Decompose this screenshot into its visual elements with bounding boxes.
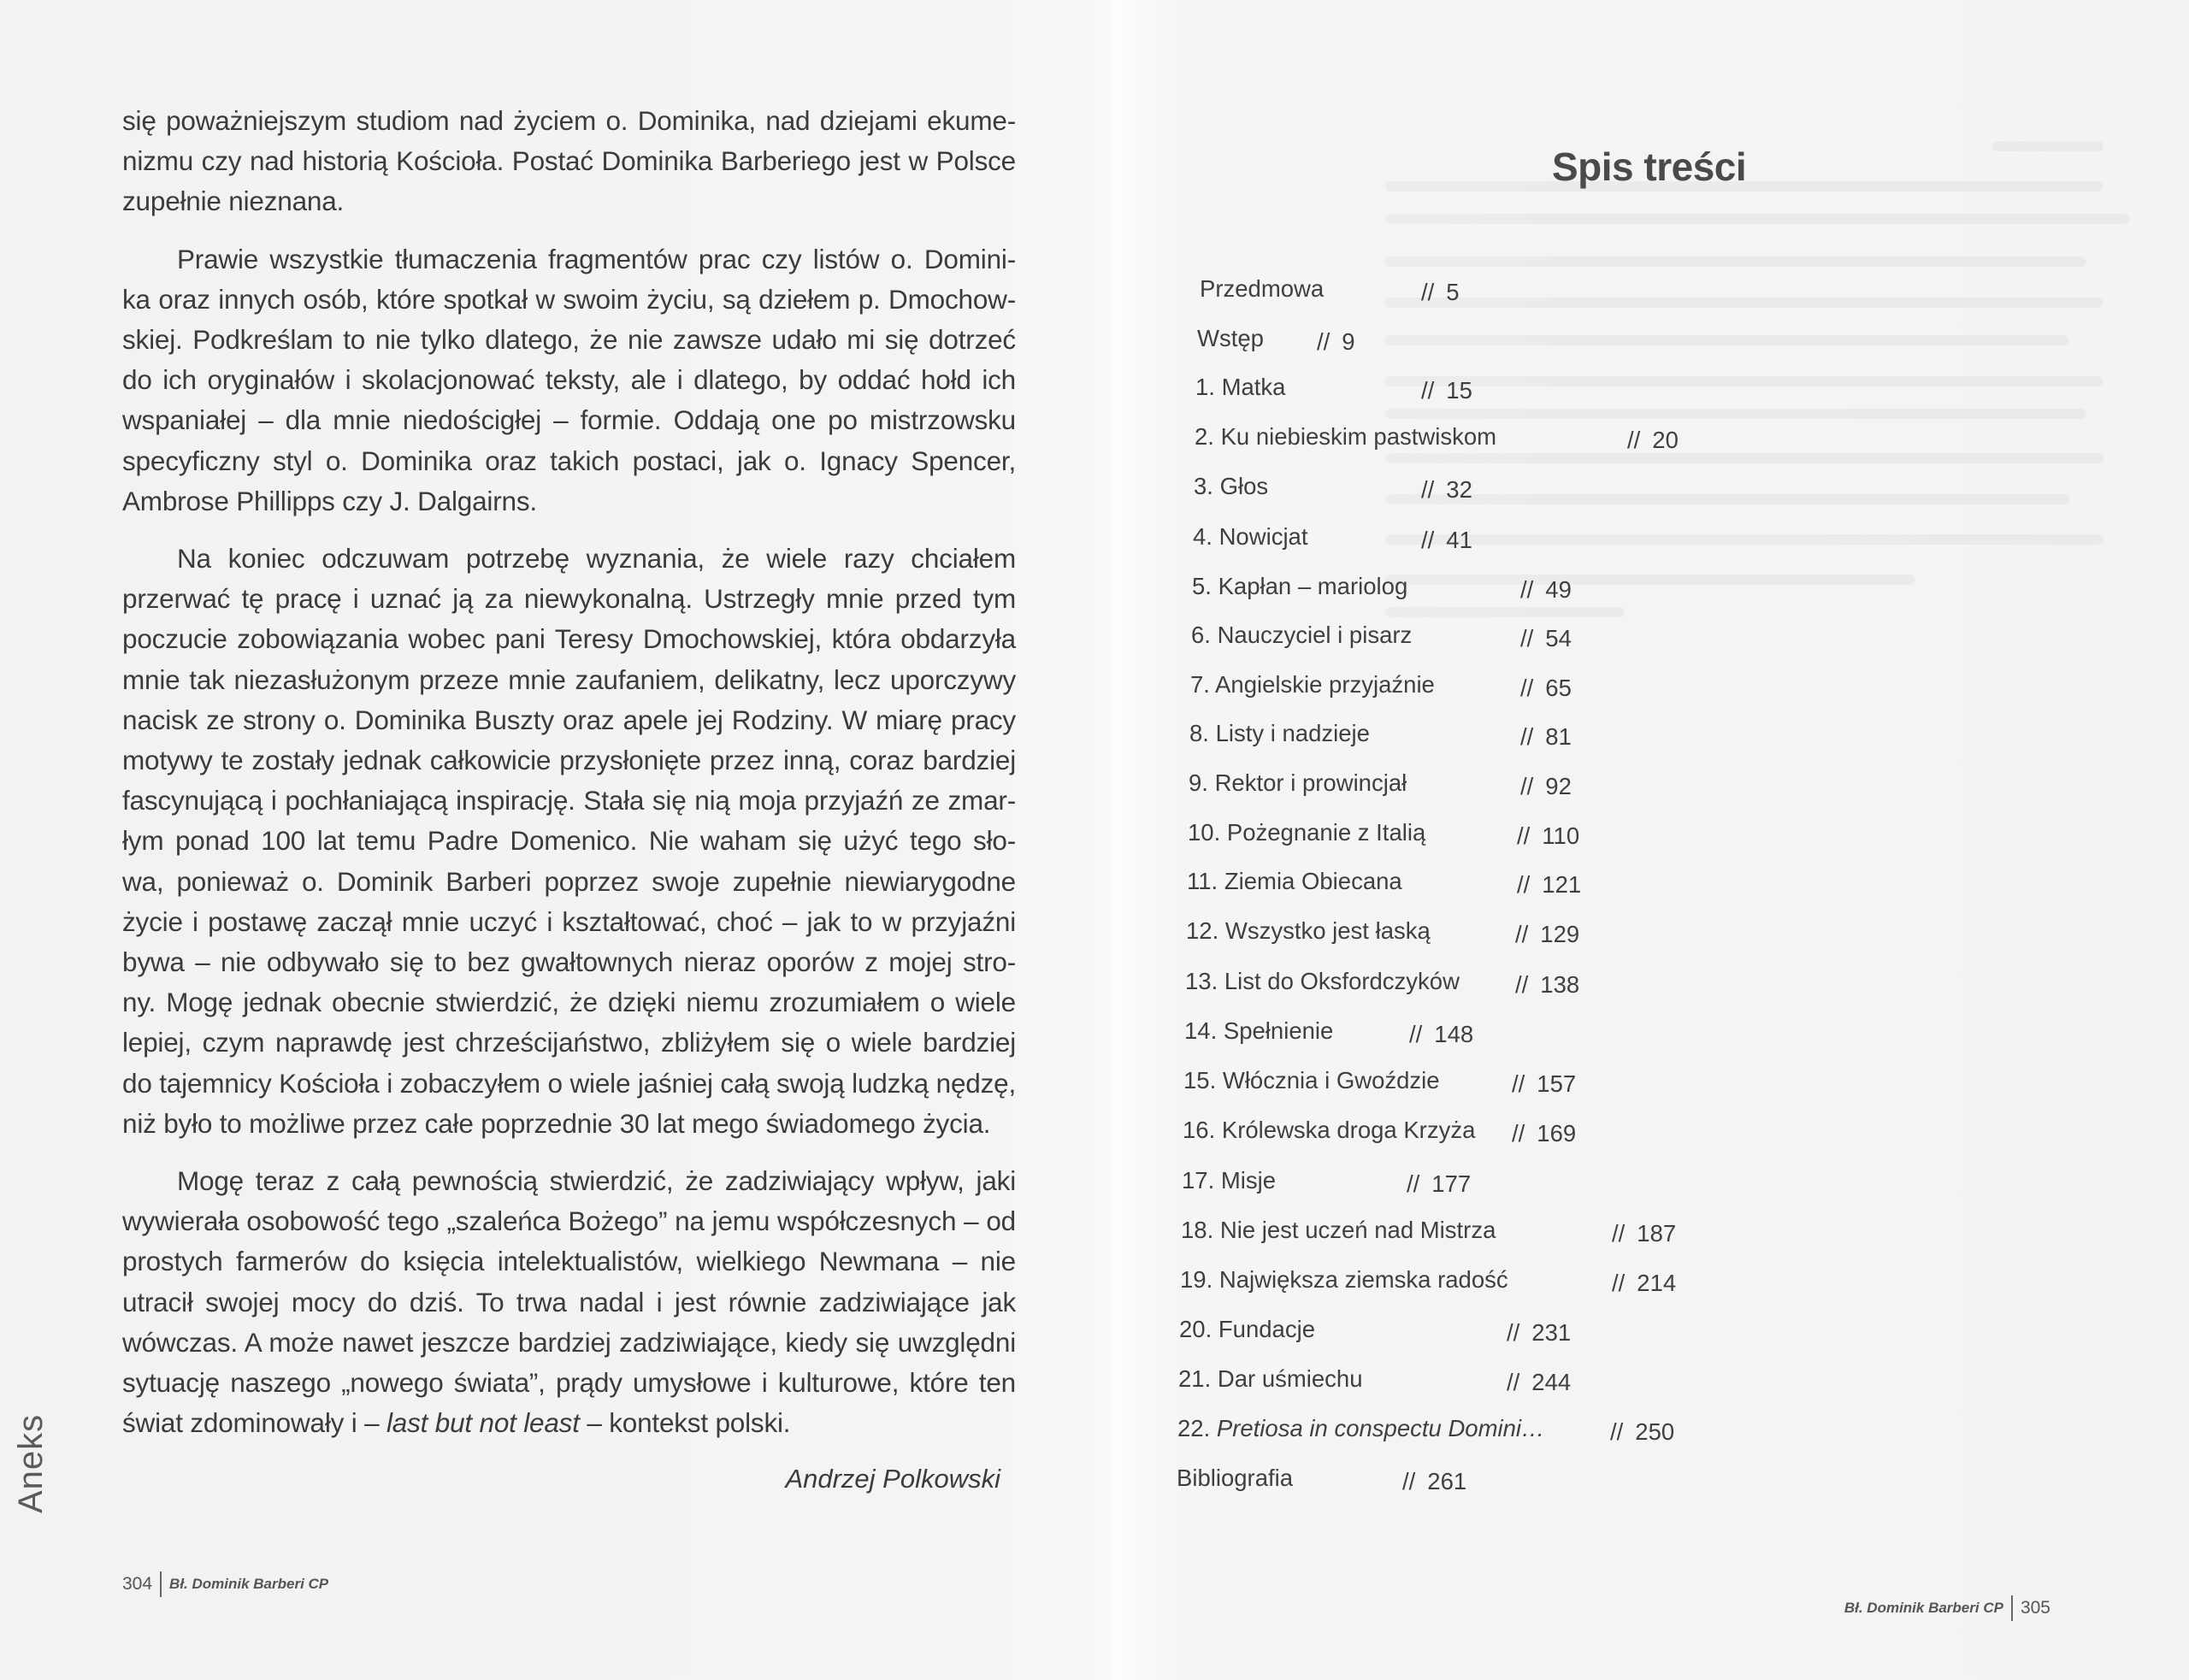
toc-entry-page: // 138 [1515, 971, 1580, 998]
toc-entry[interactable] [1195, 374, 1472, 404]
italic-phrase: last but not least [386, 1407, 580, 1439]
toc-entry-title: 1. Matka [1195, 374, 1286, 400]
text-line: wówczas. A może nawet jeszcze bardziej zadziwiające, kiedy się uwzględni [122, 1326, 1016, 1358]
toc-entry[interactable] [1177, 1415, 1675, 1445]
toc-entry-title: 3. Głos [1194, 473, 1269, 499]
toc-entry[interactable] [1189, 720, 1572, 750]
separator-glyph: // [1515, 921, 1529, 947]
toc-entry-page: // 214 [1612, 1270, 1677, 1296]
text-line: do ich oryginałów i skolacjonować teksty, ale i dlatego, by oddać hołd ich [122, 364, 1016, 396]
toc-entry-page: // 9 [1317, 328, 1355, 355]
toc-entry[interactable] [1194, 473, 1472, 503]
toc-entry-title: 9. Rektor i prowincjał [1189, 769, 1407, 796]
toc-entry[interactable] [1200, 275, 1460, 305]
toc-entry-page: // 169 [1512, 1120, 1577, 1147]
page-number: 305 [2020, 1598, 2050, 1618]
separator-glyph: // [1409, 1021, 1423, 1047]
separator-glyph: // [1407, 1170, 1420, 1197]
text-line: specyficzny styl o. Dominika oraz takich postaci, jak o. Ignacy Spencer, [122, 445, 1016, 476]
toc-entry-page: // 65 [1520, 675, 1572, 701]
running-title: Bł. Dominik Barberi CP [169, 1576, 329, 1592]
text-line: utracił swojej mocy do dziś. To trwa nadal i jest równie zadziwiające jak [122, 1286, 1016, 1317]
separator-glyph: // [1512, 1070, 1525, 1097]
toc-entry-title: 10. Pożegnanie z Italią [1188, 819, 1426, 846]
toc-entry-page: // 32 [1421, 476, 1472, 503]
toc-entry-page: // 121 [1517, 871, 1582, 898]
toc-entry-page: // 5 [1421, 279, 1460, 305]
text-line: bywa – nie odbywało się to bez gwałtownych nieraz oporów z mojej stro- [122, 946, 1016, 978]
separator-glyph: // [1515, 971, 1529, 998]
separator-glyph: // [1520, 773, 1534, 799]
text-line: wa, ponieważ o. Dominik Barberi poprzez swoje zupełnie niewiarygodne [122, 865, 1016, 897]
toc-entry-page: // 261 [1402, 1468, 1467, 1494]
toc-entry-title: 7. Angielskie przyjaźnie [1190, 671, 1435, 698]
text-line: nacisk ze strony o. Dominika Buszty oraz apele jej Rodziny. W miarę pracy [122, 704, 1016, 735]
toc-entry-title: 2. Ku niebieskim pastwiskom [1195, 423, 1497, 450]
toc-entry-title: Przedmowa [1200, 275, 1325, 302]
toc-entry[interactable] [1179, 1316, 1572, 1346]
text-line: do tajemnicy Kościoła i zobaczyłem o wiele jaśniej całą swoją ludzką nędzę, [122, 1067, 1016, 1099]
text-line: poczucie zobowiązania wobec pani Teresy Dmochowskiej, która obdarzyła [122, 623, 1016, 655]
text-line: wywierała osobowość tego „szaleńca Bożego” na jemu współczesnych – od [122, 1205, 1016, 1237]
section-side-label: Aneks [12, 1413, 50, 1513]
footer-right [1844, 1595, 2050, 1621]
separator-glyph: // [1507, 1319, 1520, 1346]
text-line: Prawie wszystkie tłumaczenia fragmentów prac czy listów o. Domini- [177, 243, 1016, 274]
toc-entry-title: 18. Nie jest uczeń nad Mistrza [1181, 1217, 1496, 1243]
toc-entry-page: // 231 [1507, 1319, 1572, 1346]
toc-title: Spis treści [1552, 144, 1747, 189]
separator-glyph: // [1317, 328, 1331, 355]
text-line: Ambrose Phillipps czy J. Dalgairns. [122, 485, 537, 516]
separator-glyph: // [1421, 279, 1435, 305]
separator-glyph: // [1612, 1270, 1626, 1296]
toc-entry-page: // 20 [1627, 427, 1679, 453]
toc-entry-page: // 250 [1610, 1418, 1675, 1445]
text-line: łym ponad 100 lat temu Padre Domenico. Nie waham się użyć tego sło- [122, 825, 1016, 857]
toc-entry[interactable] [1192, 573, 1572, 603]
toc-entry-title: 13. List do Oksfordczyków [1185, 968, 1460, 994]
separator-glyph: // [1612, 1220, 1626, 1247]
text-line: Mogę teraz z całą pewnością stwierdzić, że zadziwiający wpływ, jaki [177, 1165, 1016, 1197]
toc-entry[interactable] [1195, 423, 1679, 453]
text-line: ka oraz innych osób, które spotkał w swoim życiu, są dziełem p. Dmochow- [122, 283, 1016, 315]
text-line: zupełnie nieznana. [122, 186, 345, 217]
text-line: świat zdominowały i – last but not least – kontekst polski. [122, 1407, 791, 1439]
text-line: sytuację naszego „nowego świata”, prądy umysłowe i kulturowe, które ten [122, 1367, 1016, 1399]
separator-glyph: // [1517, 871, 1531, 898]
text-line: skiej. Podkreślam to nie tylko dlatego, że nie zawsze udało mi się dotrzeć [122, 324, 1016, 356]
text-line: wspaniałej – dla mnie niedościgłej – formie. Oddają one po mistrzowsku [122, 404, 1016, 436]
toc-entry-page: // 81 [1520, 723, 1572, 750]
toc-entry-page: // 41 [1421, 527, 1472, 553]
toc-entry-page: // 148 [1409, 1021, 1474, 1047]
text-line: przerwać tę pracę i uznać ją za niewykonalną. Ustrzegły mnie przed tym [122, 583, 1016, 615]
separator-glyph: // [1512, 1120, 1525, 1147]
toc-entry-title: 16. Królewska droga Krzyża [1183, 1117, 1476, 1143]
toc-entry[interactable] [1178, 1365, 1572, 1395]
toc-entry[interactable] [1184, 1017, 1474, 1047]
footer-separator [2011, 1595, 2013, 1621]
separator-glyph: // [1520, 675, 1534, 701]
separator-glyph: // [1421, 527, 1435, 553]
toc-entry-page: // 244 [1507, 1369, 1572, 1395]
toc-entry-page: // 49 [1520, 576, 1572, 603]
text-line: lepiej, czym naprawdę jest chrześcijaństwo, zbliżyłem się o wiele bardziej [122, 1027, 1016, 1058]
toc-entry-title: 6. Nauczyciel i pisarz [1191, 622, 1413, 648]
toc-entry-title: 19. Największa ziemska radość [1180, 1266, 1508, 1293]
separator-glyph: // [1520, 576, 1534, 603]
separator-glyph: // [1507, 1369, 1520, 1395]
running-title: Bł. Dominik Barberi CP [1844, 1600, 2003, 1616]
toc-entry-page: // 129 [1515, 921, 1580, 947]
toc-entry-page: // 110 [1517, 822, 1580, 849]
text-line: motywy te zostały jednak całkowicie przysłonięte przez inną, coraz bardziej [122, 745, 1016, 776]
toc-entry[interactable] [1197, 325, 1355, 355]
text-line: niż było to możliwe przez całe poprzednie 30 lat mego świadomego życia. [122, 1107, 991, 1139]
text-line: ny. Mogę jednak obecnie stwierdzić, że dzięki niemu zrozumiałem o wiele [122, 987, 1016, 1018]
toc-entry[interactable] [1188, 819, 1580, 849]
toc-entry-page: // 157 [1512, 1070, 1577, 1097]
separator-glyph: // [1610, 1418, 1624, 1445]
toc-entry[interactable] [1185, 968, 1580, 998]
toc-entry[interactable] [1180, 1266, 1677, 1296]
toc-entry-title: 5. Kapłan – mariolog [1192, 573, 1408, 599]
toc-entry[interactable] [1182, 1167, 1472, 1197]
toc-entry-page: // 15 [1421, 377, 1472, 404]
toc-entry[interactable] [1177, 1465, 1467, 1494]
toc-entry-title: 15. Włócznia i Gwoździe [1183, 1067, 1440, 1093]
toc-entry[interactable] [1189, 769, 1572, 799]
separator-glyph: // [1520, 625, 1534, 651]
toc-entry-title: 12. Wszystko jest łaską [1186, 917, 1431, 944]
toc-entry[interactable] [1191, 622, 1572, 651]
toc-entry[interactable] [1190, 671, 1572, 701]
separator-glyph: // [1517, 822, 1531, 849]
text-line: fascynującą i pochłaniającą inspirację. Stała się nią moja przyjaźń ze zmar- [122, 785, 1016, 816]
page-number: 304 [122, 1574, 153, 1594]
separator-glyph: // [1421, 377, 1435, 404]
toc-entry[interactable] [1183, 1117, 1577, 1147]
toc-entry-title: Bibliografia [1177, 1465, 1294, 1491]
text-line: życie i postawę zaczął mnie uczyć i kształtować, choć – jak to w przyjaźni [122, 905, 1016, 937]
text-line: Na koniec odczuwam potrzebę wyznania, że wiele razy chciałem [177, 543, 1016, 575]
separator-glyph: // [1421, 476, 1435, 503]
toc-entry-title: 17. Misje [1182, 1167, 1277, 1194]
text-line: prostych farmerów do księcia intelektualistów, wielkiego Newmana – nie [122, 1246, 1016, 1277]
text-line: mnie tak niezasłużonym przeze mnie zaufaniem, delikatny, lecz uporczywy [122, 663, 1016, 695]
toc-entry-title: 21. Dar uśmiechu [1178, 1365, 1363, 1392]
toc-entry-title: 8. Listy i nadzieje [1189, 720, 1370, 746]
toc-entry[interactable] [1181, 1217, 1677, 1247]
toc-entry[interactable] [1186, 917, 1580, 947]
signature: Andrzej Polkowski [785, 1464, 1000, 1494]
toc-entry-title: 11. Ziemia Obiecana [1187, 868, 1402, 894]
text-line: nizmu czy nad historią Kościoła. Postać Dominika Barberiego jest w Polsce [122, 145, 1016, 177]
toc-entry-title: 14. Spełnienie [1184, 1017, 1334, 1044]
toc-entry[interactable] [1183, 1067, 1577, 1097]
toc-entry[interactable] [1187, 868, 1582, 898]
toc-entry-page: // 177 [1407, 1170, 1472, 1197]
separator-glyph: // [1402, 1468, 1416, 1494]
text-line: się poważniejszym studiom nad życiem o. Dominika, nad dziejami ekume- [122, 105, 1016, 136]
toc-entry-title: Wstęp [1197, 325, 1264, 351]
toc-entry-page: // 54 [1520, 625, 1572, 651]
separator-glyph: // [1520, 723, 1534, 750]
toc-entry[interactable] [1193, 523, 1472, 553]
toc-entry-page: // 92 [1520, 773, 1572, 799]
toc-entry-title: 20. Fundacje [1179, 1316, 1315, 1342]
toc-entry-title: 4. Nowicjat [1193, 523, 1308, 550]
toc-entry-page: // 187 [1612, 1220, 1677, 1247]
separator-glyph: // [1627, 427, 1641, 453]
toc-entry-title: 22. Pretiosa in conspectu Domini… [1177, 1415, 1545, 1441]
